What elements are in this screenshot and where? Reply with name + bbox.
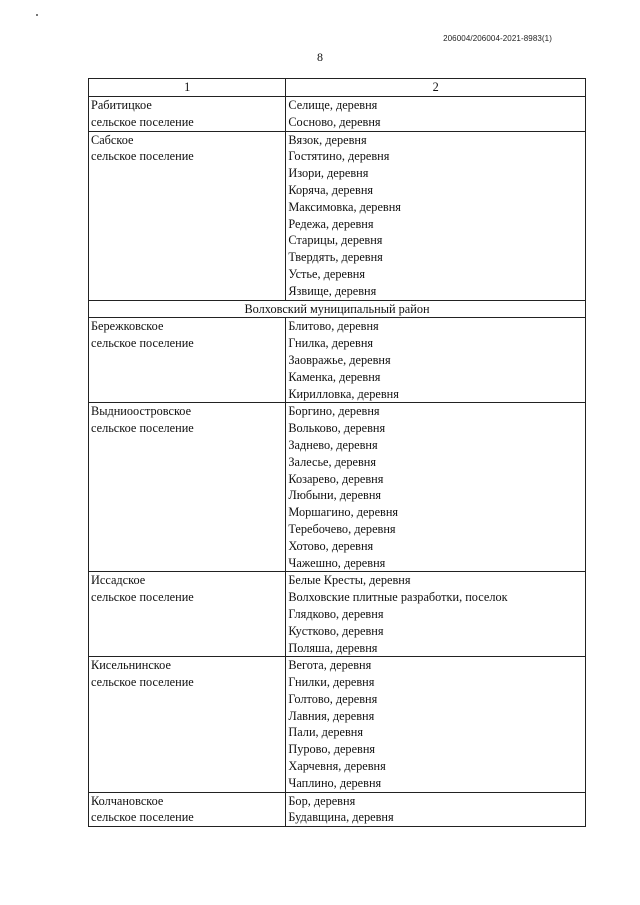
settlement-name-line: сельское поселение (91, 421, 194, 436)
settlement-name-line: сельское поселение (91, 336, 194, 351)
settlement-name-line: Рабитицкое (91, 98, 152, 112)
settlement-cell (89, 403, 286, 572)
settlement-cell (89, 97, 286, 132)
table-row (89, 318, 586, 403)
settlement-name-line: сельское поселение (91, 810, 194, 825)
village-entry: Боргино, деревня (288, 404, 380, 419)
settlement-cell (89, 657, 286, 792)
village-entry: Твердять, деревня (288, 250, 383, 265)
village-entry: Сосново, деревня (288, 114, 381, 129)
village-entry: Старицы, деревня (288, 233, 383, 248)
settlement-name-line: Иссадское (91, 573, 146, 588)
village-entry: Будавщина, деревня (288, 810, 394, 825)
settlement-cell (89, 318, 286, 403)
village-entry: Гнилки, деревня (288, 675, 375, 690)
column-header-1: 1 (89, 79, 286, 97)
settlement-name-line: Бережковское (91, 319, 164, 334)
villages-cell (286, 572, 586, 657)
settlement-name-line: Сабское (91, 132, 134, 147)
villages-cell (286, 318, 586, 403)
document-id: 206004/206004-2021-8983(1) (443, 34, 552, 43)
settlement-name-line: Кисельнинское (91, 658, 171, 673)
table-row (89, 97, 586, 132)
village-entry: Максимовка, деревня (288, 199, 401, 214)
village-entry: Белые Кресты, деревня (288, 573, 411, 588)
village-entry: Вязок, деревня (288, 132, 367, 147)
village-entry: Любыни, деревня (288, 488, 382, 503)
village-entry: Теребочево, деревня (288, 521, 396, 536)
village-entry: Редежа, деревня (288, 216, 374, 231)
village-entry: Вегота, деревня (288, 658, 372, 673)
village-entry: Коряча, деревня (288, 182, 374, 197)
village-entry: Кирилловка, деревня (288, 386, 399, 401)
village-entry: Чажешно, деревня (288, 555, 386, 570)
settlement-name-line: сельское поселение (91, 114, 194, 129)
village-entry: Харчевня, деревня (288, 759, 386, 774)
settlement-name-line: сельское поселение (91, 149, 194, 164)
settlements-table (88, 78, 586, 827)
village-entry: Язвище, деревня (288, 283, 377, 298)
villages-cell (286, 403, 586, 572)
village-entry: Козарево, деревня (288, 471, 384, 486)
villages-cell (286, 657, 586, 792)
village-entry: Заовражье, деревня (288, 352, 391, 367)
village-entry: Блитово, деревня (288, 319, 379, 334)
village-entry: Кустково, деревня (288, 623, 384, 638)
villages-cell (286, 131, 586, 300)
table-row (89, 792, 586, 827)
village-entry: Моршагино, деревня (288, 505, 399, 520)
settlement-cell (89, 792, 286, 827)
village-entry: Волховские плитные разработки, поселок (288, 590, 508, 605)
settlement-cell (89, 572, 286, 657)
village-entry: Поляша, деревня (288, 640, 378, 655)
village-entry: Гостятино, деревня (288, 149, 390, 164)
village-entry: Изори, деревня (288, 166, 369, 181)
table-row (89, 657, 586, 792)
table-row (89, 572, 586, 657)
village-entry: Селище, деревня (288, 98, 378, 112)
village-entry: Пали, деревня (288, 725, 364, 740)
village-entry: Устье, деревня (288, 266, 365, 281)
village-entry: Вольково, деревня (288, 421, 386, 436)
table-header-row (89, 79, 586, 97)
village-entry: Заднево, деревня (288, 437, 378, 452)
village-entry: Голтово, деревня (288, 691, 378, 706)
settlement-name-line: Колчановское (91, 793, 164, 808)
villages-cell (286, 792, 586, 827)
settlement-name-line: Выдниоостровское (91, 404, 192, 419)
village-entry: Каменка, деревня (288, 369, 381, 384)
settlement-cell (89, 131, 286, 300)
village-entry: Гнилка, деревня (288, 336, 374, 351)
table-row (89, 131, 586, 300)
village-entry: Залесье, деревня (288, 454, 377, 469)
table-body (89, 79, 586, 827)
village-entry: Пурово, деревня (288, 742, 376, 757)
village-entry: Глядково, деревня (288, 606, 384, 621)
villages-cell (286, 97, 586, 132)
village-entry: Чаплино, деревня (288, 775, 382, 790)
settlement-name-line: сельское поселение (91, 675, 194, 690)
village-entry: Хотово, деревня (288, 538, 374, 553)
village-entry: Бор, деревня (288, 793, 356, 808)
scan-speck (36, 14, 38, 16)
settlement-name-line: сельское поселение (91, 590, 194, 605)
column-header-2: 2 (286, 79, 586, 97)
district-name: Волховский муниципальный район (89, 300, 586, 318)
district-row (89, 300, 586, 318)
page-number: 8 (317, 50, 323, 64)
table-row (89, 403, 586, 572)
village-entry: Лавния, деревня (288, 708, 375, 723)
